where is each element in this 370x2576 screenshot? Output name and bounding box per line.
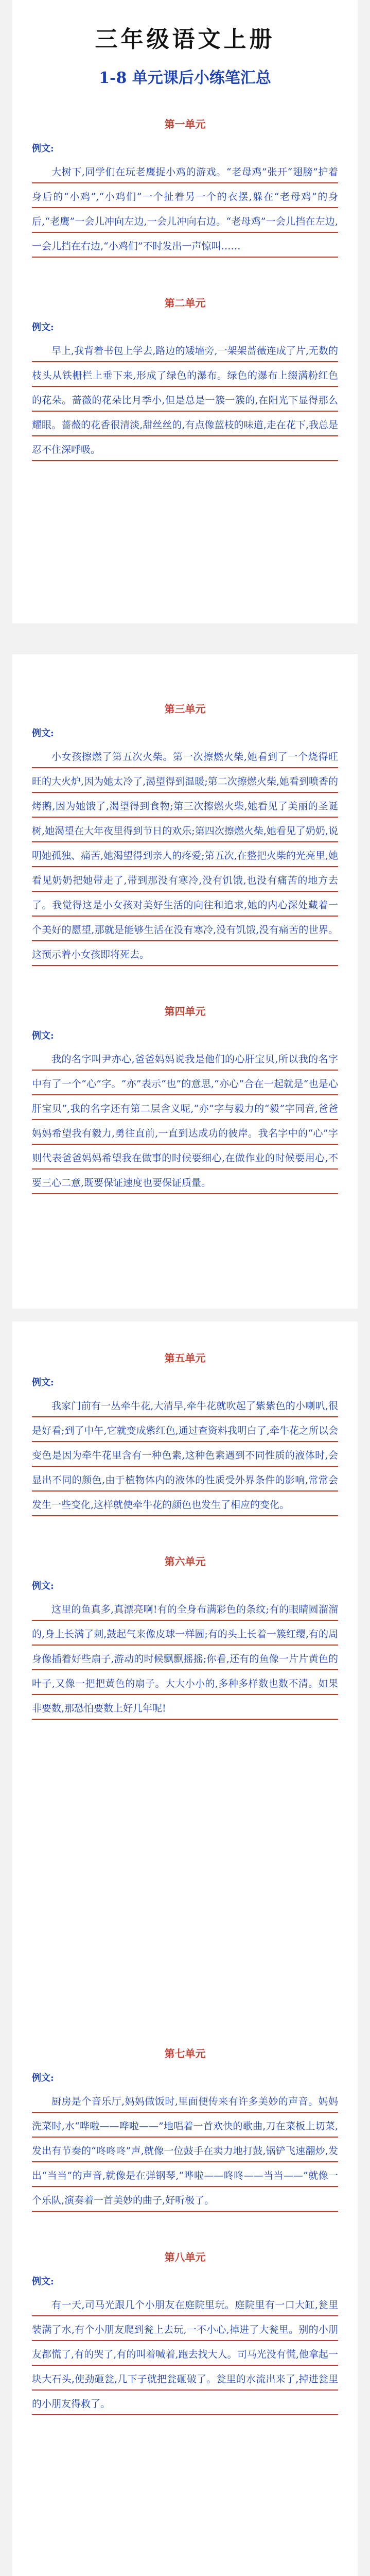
unit-section-3 [32,701,338,967]
example-text: 大树下,同学们在玩老鹰捉小鸡的游戏。“老母鸡”张开“翅膀”护着身后的“小鸡”,“小鸡们”一个扯着另一个的衣摆,躲在“老母鸡”的身后,“老鹰”一会儿冲向左边,一会儿冲向右边。“老母鸡”一会儿挡在左边,一会儿挡在右边,“小鸡们”不时发出一声惊叫…… [32,160,338,259]
example-text: 厨房是个音乐厅,妈妈做饭时,里面便传来有许多美妙的声音。妈妈洗菜时,水“哗啦——哗啦——”地唱着一首欢快的歌曲,刀在菜板上切菜,发出有节奏的“咚咚咚”声,就像一位鼓手在卖力地打鼓,锅铲飞速翻炒,发出“当当”的声音,就像是在弹钢琴,“哗啦——咚咚——当当——”就像一个乐队,演奏着一首美妙的曲子,好听极了。 [32,2089,338,2213]
unit-section-1 [32,116,338,259]
example-label: 例文: [32,143,54,154]
example-label: 例文: [32,728,54,739]
example-text: 这里的鱼真多,真漂亮啊!有的全身布满彩色的条纹;有的眼睛圆溜溜的,身上长满了刺,鼓起气来像皮球一样圆;有的头上长着一簇红缨,有的周身像插着好些扇子,游动的时候飘飘摇摇;你看,还有的鱼像一片片黄色的叶子,又像一把把黄色的扇子。大大小小的,多种多样数也数不清。如果非要数,那恐怕要数上好几年呢! [32,1597,338,1721]
page-4 [12,1976,358,2576]
unit-section-2 [32,295,338,462]
page-1 [12,0,358,623]
example-text: 小女孩擦燃了第五次火柴。第一次擦燃火柴,她看到了一个烧得旺旺的大火炉,因为她太冷了,渴望得到温暖;第二次擦燃火柴,她看到喷香的烤鹅,因为她饿了,渴望得到食物;第三次擦燃火柴,她看见了美丽的圣诞树,她渴望在大年夜里得到节日的欢乐;第四次擦燃火柴,她看见了奶奶,说明她孤独、痛苦,她渴望得到亲人的疼爱;第五次,在整把火柴的光亮里,她看见奶奶把她带走了,带到那没有寒冷,没有饥饿,也没有痛苦的地方去了。我觉得这是小女孩对美好生活的向往和追求,她的内心深处藏着一个美好的愿望,那就是能够生活在没有寒冷,没有饥饿,没有痛苦的世界。这预示着小女孩即将死去。 [32,744,338,967]
unit-title: 第二单元 [164,297,206,309]
example-label: 例文: [32,2276,54,2287]
unit-section-7 [32,2045,338,2213]
unit-title: 第三单元 [164,703,206,715]
unit-title: 第七单元 [164,2047,206,2060]
example-label: 例文: [32,1377,54,1388]
unit-title: 第五单元 [164,1352,206,1364]
example-text: 有一天,司马光跟几个小朋友在庭院里玩。庭院里有一口大缸,瓮里装满了水,有个小朋友爬到瓮上去玩,一不小心,掉进了大瓮里。别的小朋友都慌了,有的哭了,有的叫着喊着,跑去找大人。司马光没有慌,他拿起一块大石头,使劲砸瓮,几下子就把瓮砸破了。瓮里的水流出来了,掉进瓮里的小朋友得救了。 [32,2293,338,2416]
example-label: 例文: [32,322,54,333]
example-text: 早上,我背着书包上学去,路边的矮墙旁,一架架蔷薇连成了片,无数的枝头从铁栅栏上垂下来,形成了绿色的瀑布。绿色的瀑布上缀满粉红色的花朵。蔷薇的花朵比月季小,但是总是一簇一簇的,在阳光下显得那么耀眼。蔷薇的花香很清淡,甜丝丝的,有点像蓝枝的味道,走在花下,我总是忍不住深呼吸。 [32,338,338,462]
example-label: 例文: [32,1030,54,1041]
unit-section-6 [32,1553,338,1721]
unit-section-5 [32,1350,338,1517]
unit-section-4 [32,1003,338,1195]
example-label: 例文: [32,2073,54,2083]
unit-title: 第六单元 [164,1555,206,1568]
unit-title: 第一单元 [164,118,206,130]
page-3 [12,1321,358,1986]
unit-title: 第四单元 [164,1005,206,1018]
unit-title: 第八单元 [164,2251,206,2263]
example-text: 我家门前有一丛牵牛花,大清早,牵牛花就吹起了紫紫色的小喇叭,很是好看;到了中午,它就变成紫红色,通过查资料我明白了,牵牛花之所以会变色是因为牵牛花里含有一种色素,这种色素遇到不同性质的液体时,会显出不同的颜色,由于植物体内的液体的性质受外界条件的影响,常常会发生一些变化,这样就使牵牛花的颜色也发生了相应的变化。 [32,1394,338,1517]
example-text: 我的名字叫尹亦心,爸爸妈妈说我是他们的心肝宝贝,所以我的名字中有了一个“心”字。“亦”表示“也”的意思,“亦心”合在一起就是“也是心肝宝贝”,我的名字还有第二层含义呢,“亦”字与毅力的“毅”字同音,爸爸妈妈希望我有毅力,勇往直前,一直到达成功的彼岸。我名字中的“心”字则代表爸爸妈妈希望我在做事的时候要细心,在做作业的时候要用心,不要三心二意,既要保证速度也要保证质量。 [32,1047,338,1195]
example-label: 例文: [32,1581,54,1591]
unit-section-8 [32,2249,338,2416]
page-2 [12,654,358,1309]
document-subtitle: 1-8 单元课后小练笔汇总 [99,69,271,87]
document-title: 三年级语文上册 [95,26,275,53]
